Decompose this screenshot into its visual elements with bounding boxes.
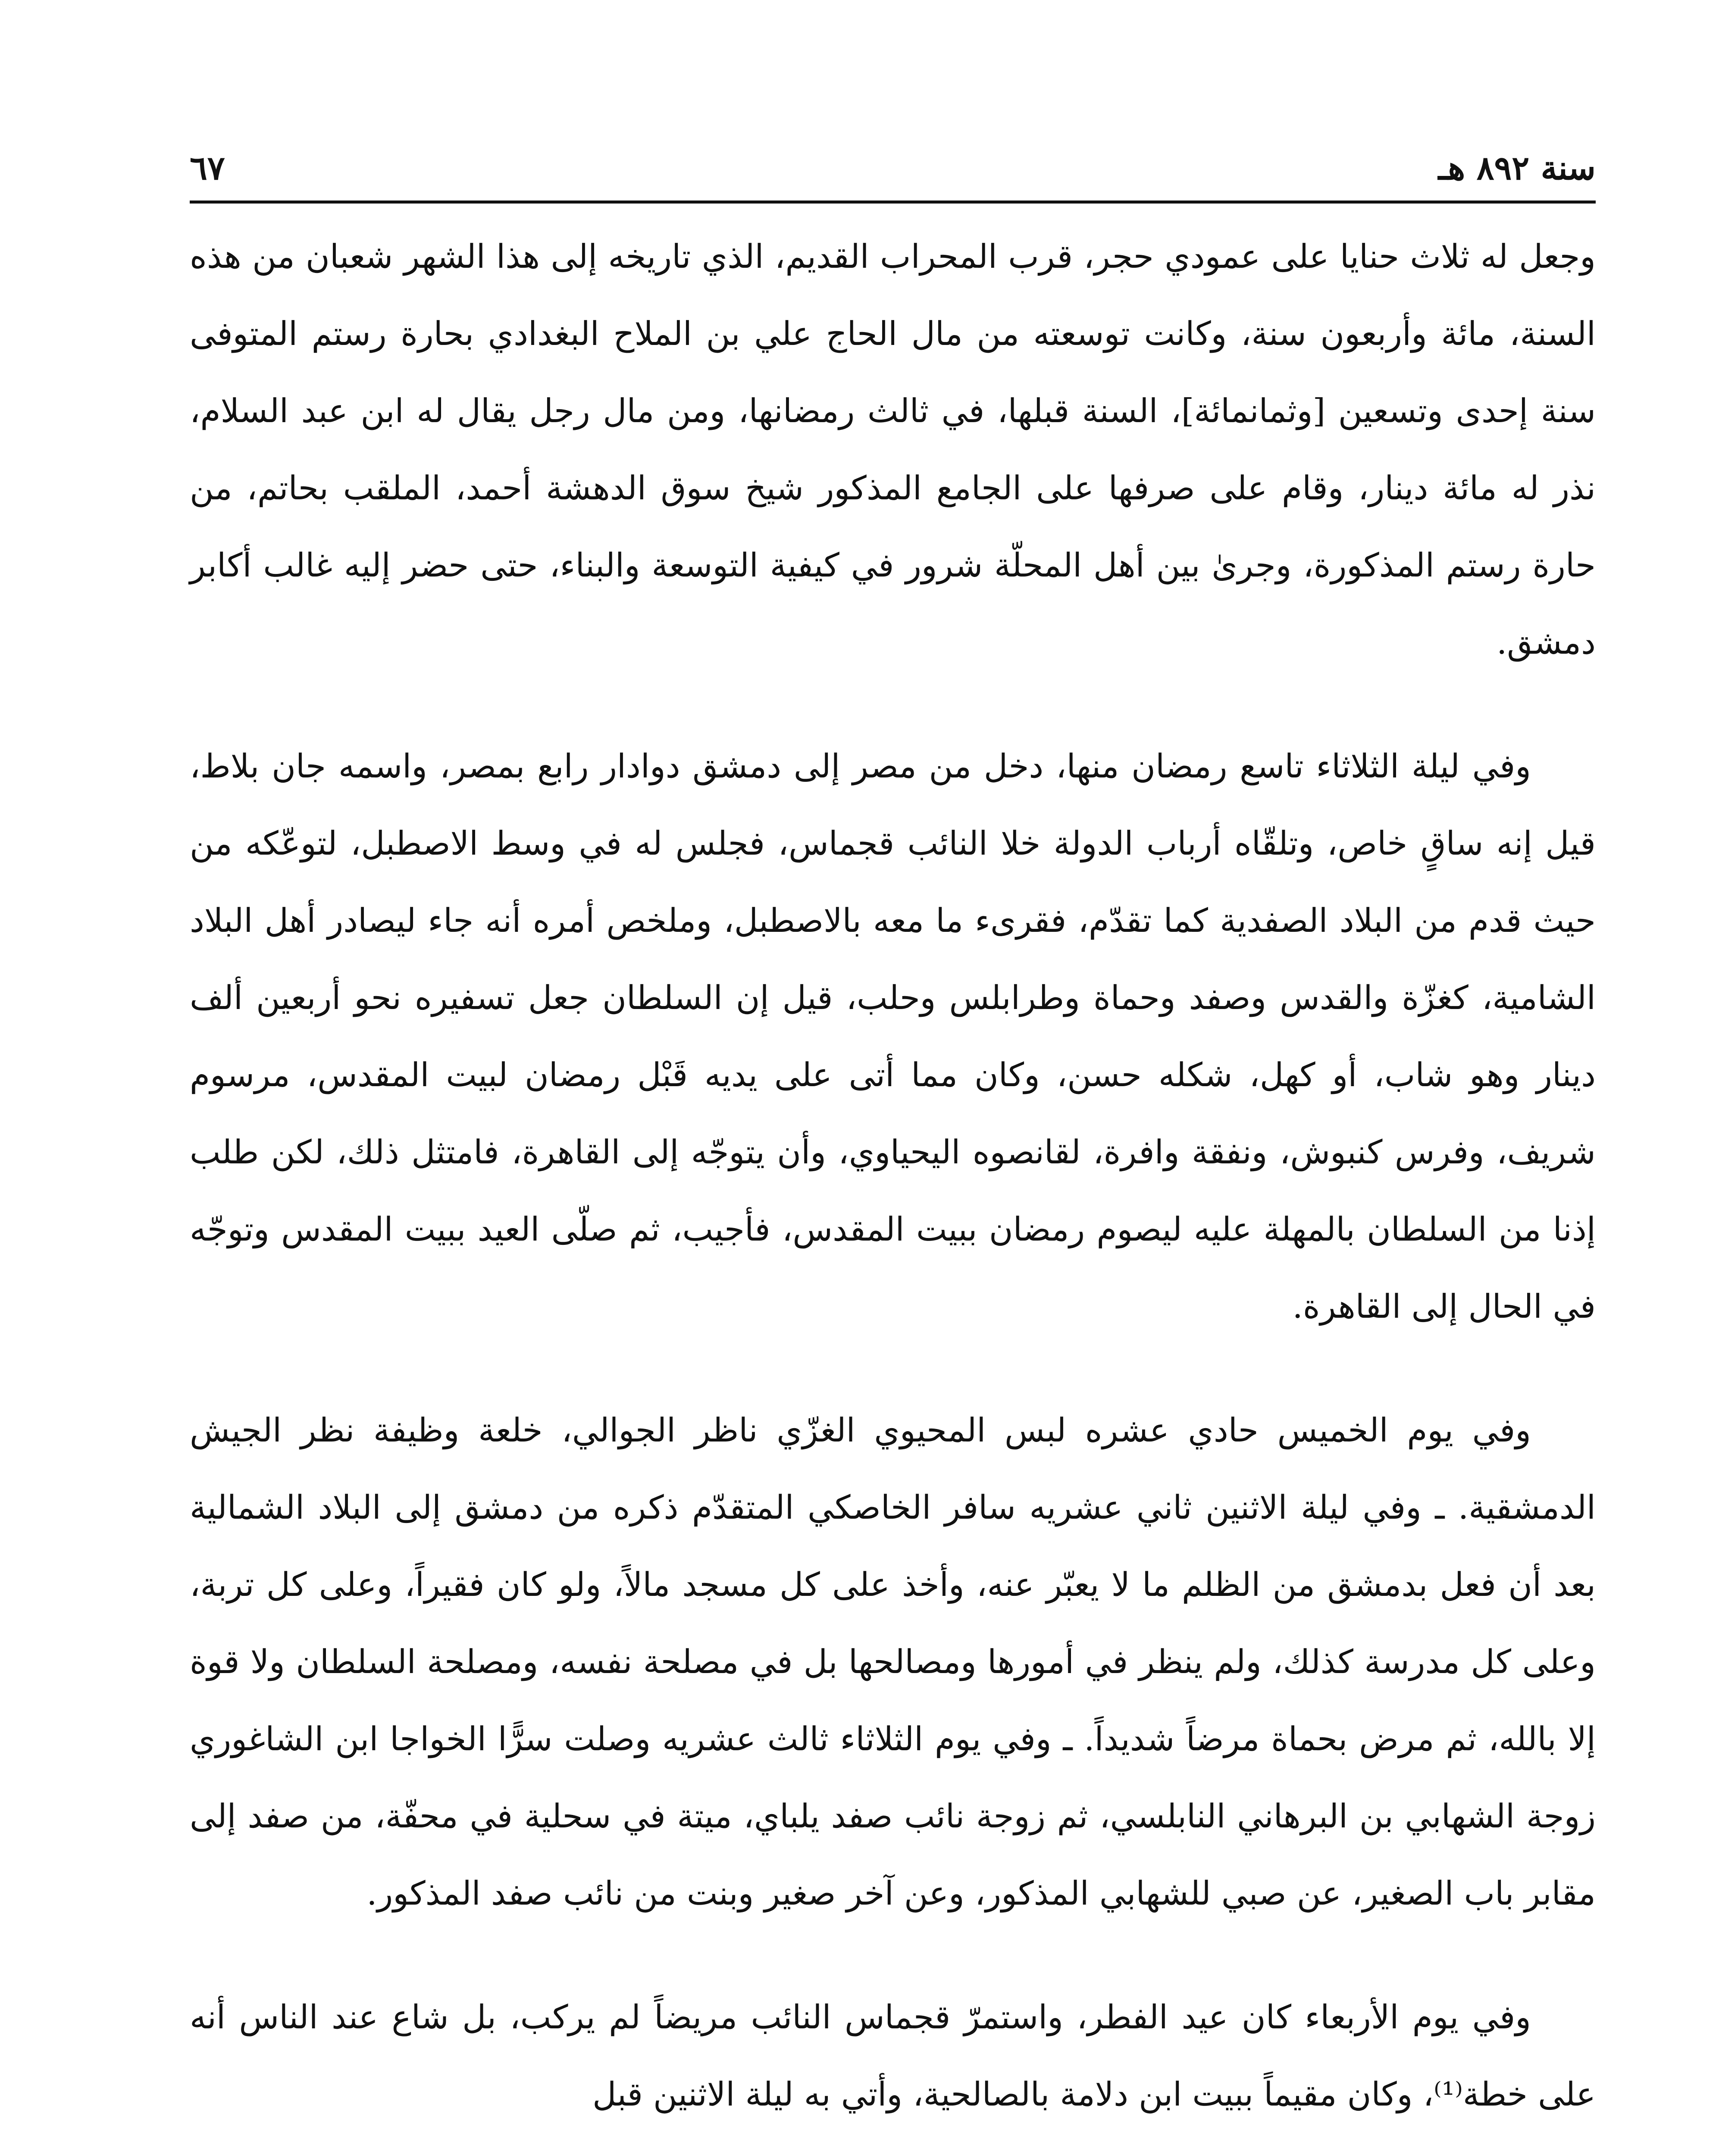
paragraph-2: وفي ليلة الثلاثاء تاسع رمضان منها، دخل من مصر إلى دمشق دوادار رابع بمصر، واسمه جان بلاط، قيل إنه ساقٍ خاص، وتلقّاه أرباب الدولة خلا النائب قجماس، فجلس له في وسط الاصطبل، لتوعّكه من حيث قدم من البلاد الصفدية كما تقدّم، فقرىء ما معه بالاصطبل، وملخص أمره أنه جاء ليصادر أهل البلاد الشامية، كغزّة والقدس وصفد وحماة وطرابلس وحلب، قيل إن السلطان جعل تسفيره نحو أربعين ألف دينار وهو شاب، أو كهل، شكله حسن، وكان مما أتى على يديه قَبْل رمضان لبيت المقدس، مرسوم شريف، وفرس كنبوش، ونفقة وافرة، لقانصوه اليحياوي، وأن يتوجّه إلى القاهرة، فامتثل ذلك، لكن طلب إذنا من السلطان بالمهلة عليه ليصوم رمضان ببيت المقدس، فأجيب، ثم صلّى العيد ببيت المقدس وتوجّه في الحال إلى القاهرة. [190, 747, 1596, 1326]
running-title: سنة ٨٩٢ هـ [1438, 149, 1596, 187]
paragraph-1: وجعل له ثلاث حنايا على عمودي حجر، قرب المحراب القديم، الذي تاريخه إلى هذا الشهر شعبان من هذه السنة، مائة وأربعون سنة، وكانت توسعته من مال الحاج علي بن الملاح البغدادي بحارة رستم المتوفى سنة إحدى وتسعين [وثمانمائة]، السنة قبلها، في ثالث رمضانها، ومن مال رجل يقال له ابن عبد السلام، نذر له مائة دينار، وقام على صرفها على الجامع المذكور شيخ سوق الدهشة أحمد، الملقب بحاتم، من حارة رستم المذكورة، وجرىٰ بين أهل المحلّة شرور في كيفية التوسعة والبناء، حتى حضر إليه غالب أكابر دمشق. [190, 237, 1596, 661]
header-rule [190, 201, 1596, 204]
page-number: ٦٧ [190, 149, 225, 187]
paragraph-4: وفي يوم الأربعاء كان عيد الفطر، واستمرّ قجماس النائب مريضاً لم يركب، بل شاع عند الناس أنه على خطة⁽¹⁾، وكان مقيماً ببيت ابن دلامة بالصالحية، وأتي به ليلة الاثنين قبل [190, 1998, 1596, 2113]
running-head [190, 126, 1596, 199]
paragraph-3: وفي يوم الخميس حادي عشره لبس المحيوي الغزّي ناظر الجوالي، خلعة وظيفة نظر الجيش الدمشقية. ـ وفي ليلة الاثنين ثاني عشريه سافر الخاصكي المتقدّم ذكره من دمشق إلى البلاد الشمالية بعد أن فعل بدمشق من الظلم ما لا يعبّر عنه، وأخذ على كل مسجد مالاً، ولو كان فقيراً، وعلى كل تربة، وعلى كل مدرسة كذلك، ولم ينظر في أمورها ومصالحها بل في مصلحة نفسه، ومصلحة السلطان ولا قوة إلا بالله، ثم مرض بحماة مرضاً شديداً. ـ وفي يوم الثلاثاء ثالث عشريه وصلت سرًّا الخواجا ابن الشاغوري زوجة الشهابي بن البرهاني النابلسي، ثم زوجة نائب صفد يلباي، ميتة في سحلية في محفّة، من صفد إلى مقابر باب الصغير، عن صبي للشهابي المذكور، وعن آخر صغير وبنت من نائب صفد المذكور. [190, 1411, 1596, 1912]
main-text [190, 218, 1596, 2133]
